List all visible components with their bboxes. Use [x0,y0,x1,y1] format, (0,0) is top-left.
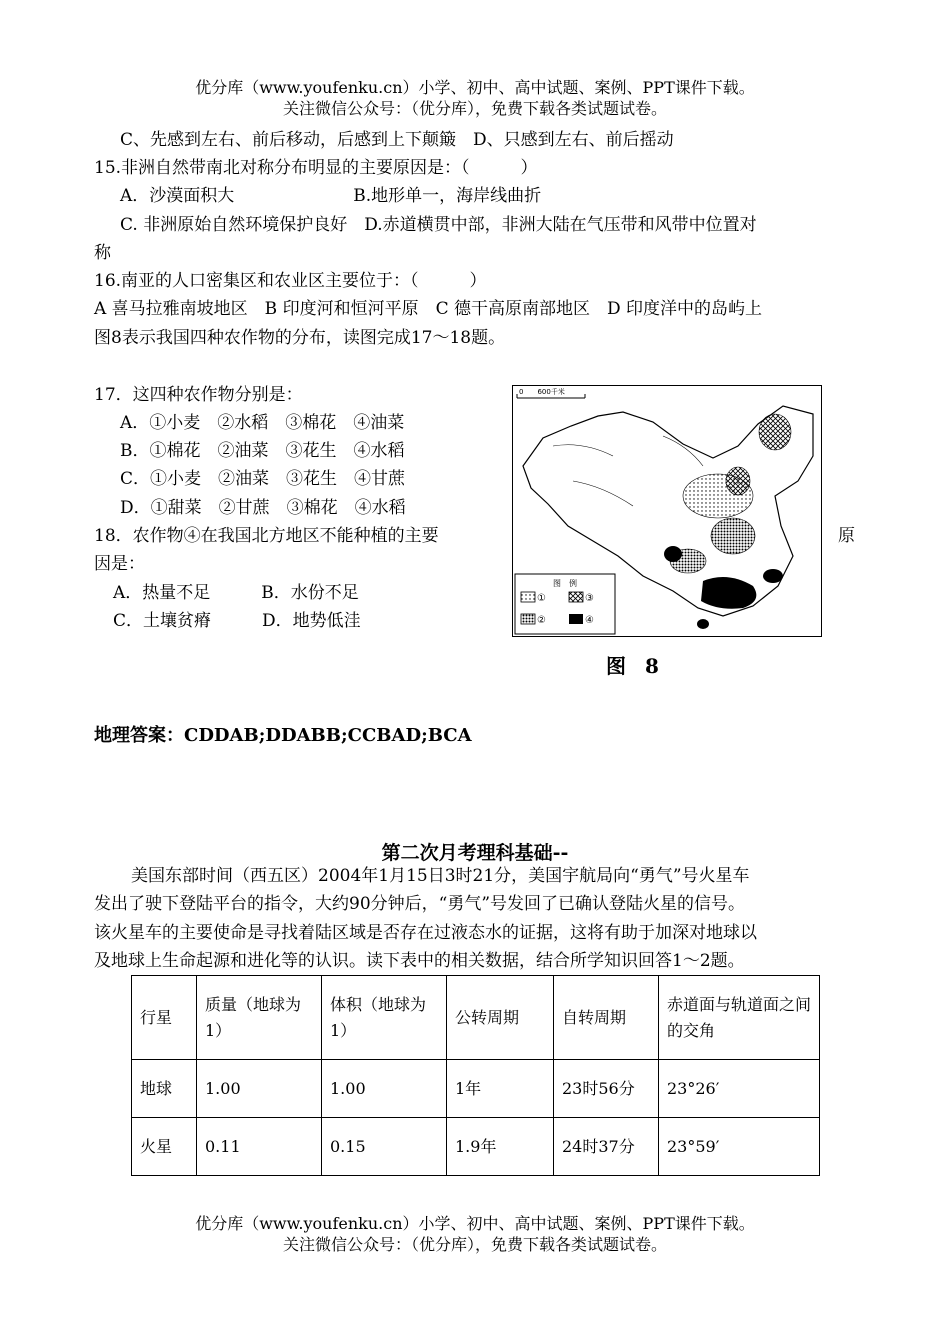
table-header-cell: 行星 [132,976,197,1060]
crop-distribution-map [512,385,822,637]
section2-title: 第二次月考理科基础-- [381,842,569,864]
table-header-row [132,976,820,1060]
section2-para-4: 及地球上生命起源和进化等的认识。读下表中的相关数据，结合所学知识回答1～2题。 [94,951,745,971]
q15-options-ab: A．沙漠面积大 B.地形单一，海岸线曲折 [120,186,542,206]
table-header-cell: 体积（地球为1） [322,976,447,1060]
table-cell: 1.00 [197,1060,322,1118]
table-cell: 23°26′ [659,1060,820,1118]
section2-para-2: 发出了驶下登陆平台的指令，大约90分钟后，“勇气”号发回了已确认登陆火星的信号。 [94,894,746,914]
figure-caption: 图 8 [606,654,665,678]
legend-item-1: ① [537,593,546,604]
table-cell: 火星 [132,1118,197,1176]
header-line-2: 关注微信公众号：（优分库），免费下载各类试题试卷。 [282,99,667,118]
legend-item-2: ② [537,615,546,626]
q17-option-c: C．①小麦 ②油菜 ③花生 ④甘蔗 [120,469,406,489]
table-cell: 1年 [447,1060,554,1118]
legend-title: 图 例 [553,579,577,588]
table-header-cell: 赤道面与轨道面之间的交角 [659,976,820,1060]
table-cell: 1.9年 [447,1118,554,1176]
q18-stem-cont: 因是： [94,554,145,574]
table-header-cell: 自转周期 [554,976,659,1060]
q18-options-cd: C．土壤贫瘠 D．地势低洼 [113,611,361,631]
table-header-cell: 公转周期 [447,976,554,1060]
q18-stem-tail: 原 [838,526,855,546]
q15-options-cont: 称 [94,243,111,263]
q17-option-d: D．①甜菜 ②甘蔗 ③棉花 ④水稻 [120,498,406,518]
q16-options: A 喜马拉雅南坡地区 B 印度河和恒河平原 C 德干高原南部地区 D 印度洋中的岛屿上 [94,299,763,319]
q18-options-ab: A．热量不足 B．水份不足 [113,583,359,603]
q17-stem: 17．这四种农作物分别是： [94,385,303,405]
q18-stem: 18．农作物④在我国北方地区不能种植的主要 [94,526,439,546]
table-cell: 1.00 [322,1060,447,1118]
q16-stem: 16.南亚的人口密集区和农业区主要位于：（ ） [94,271,487,291]
section2-para-3: 该火星车的主要使命是寻找着陆区域是否存在过液态水的证据，这将有助于加深对地球以 [94,923,757,943]
legend-item-3: ③ [585,593,594,604]
answer-key: 地理答案：CDDAB;DDABB;CCBAD;BCA [94,725,472,746]
map-scale: 0 600千米 [519,388,565,396]
q15-options-cd: C. 非洲原始自然环境保护良好 D.赤道横贯中部，非洲大陆在气压带和风带中位置对 [120,215,757,235]
q17-option-b: B．①棉花 ②油菜 ③花生 ④水稻 [120,441,405,461]
figure-intro: 图8表示我国四种农作物的分布，读图完成17～18题。 [94,328,506,348]
china-map-drawing [513,386,821,636]
footer-line-2: 关注微信公众号：（优分库），免费下载各类试题试卷。 [282,1235,667,1254]
q14-options-cd: C、先感到左右、前后移动，后感到上下颠簸 D、只感到左右、前后摇动 [120,130,674,150]
legend-item-4: ④ [585,615,594,626]
table-cell: 地球 [132,1060,197,1118]
table-cell: 0.15 [322,1118,447,1176]
section2-para-1: 美国东部时间（西五区）2004年1月15日3时21分，美国宇航局向“勇气”号火星车 [131,866,750,886]
q17-option-a: A．①小麦 ②水稻 ③棉花 ④油菜 [120,413,405,433]
planet-data-table [131,975,820,1176]
table-header-cell: 质量（地球为1） [197,976,322,1060]
table-cell: 24时37分 [554,1118,659,1176]
footer-line-1: 优分库（www.youfenku.cn）小学、初中、高中试题、案例、PPT课件下载。 [195,1214,755,1233]
header-line-1: 优分库（www.youfenku.cn）小学、初中、高中试题、案例、PPT课件下载。 [195,78,755,97]
q15-stem: 15.非洲自然带南北对称分布明显的主要原因是：（ ） [94,158,538,178]
table-row [132,1118,820,1176]
table-cell: 23°59′ [659,1118,820,1176]
table-row [132,1060,820,1118]
table-cell: 0.11 [197,1118,322,1176]
table-cell: 23时56分 [554,1060,659,1118]
